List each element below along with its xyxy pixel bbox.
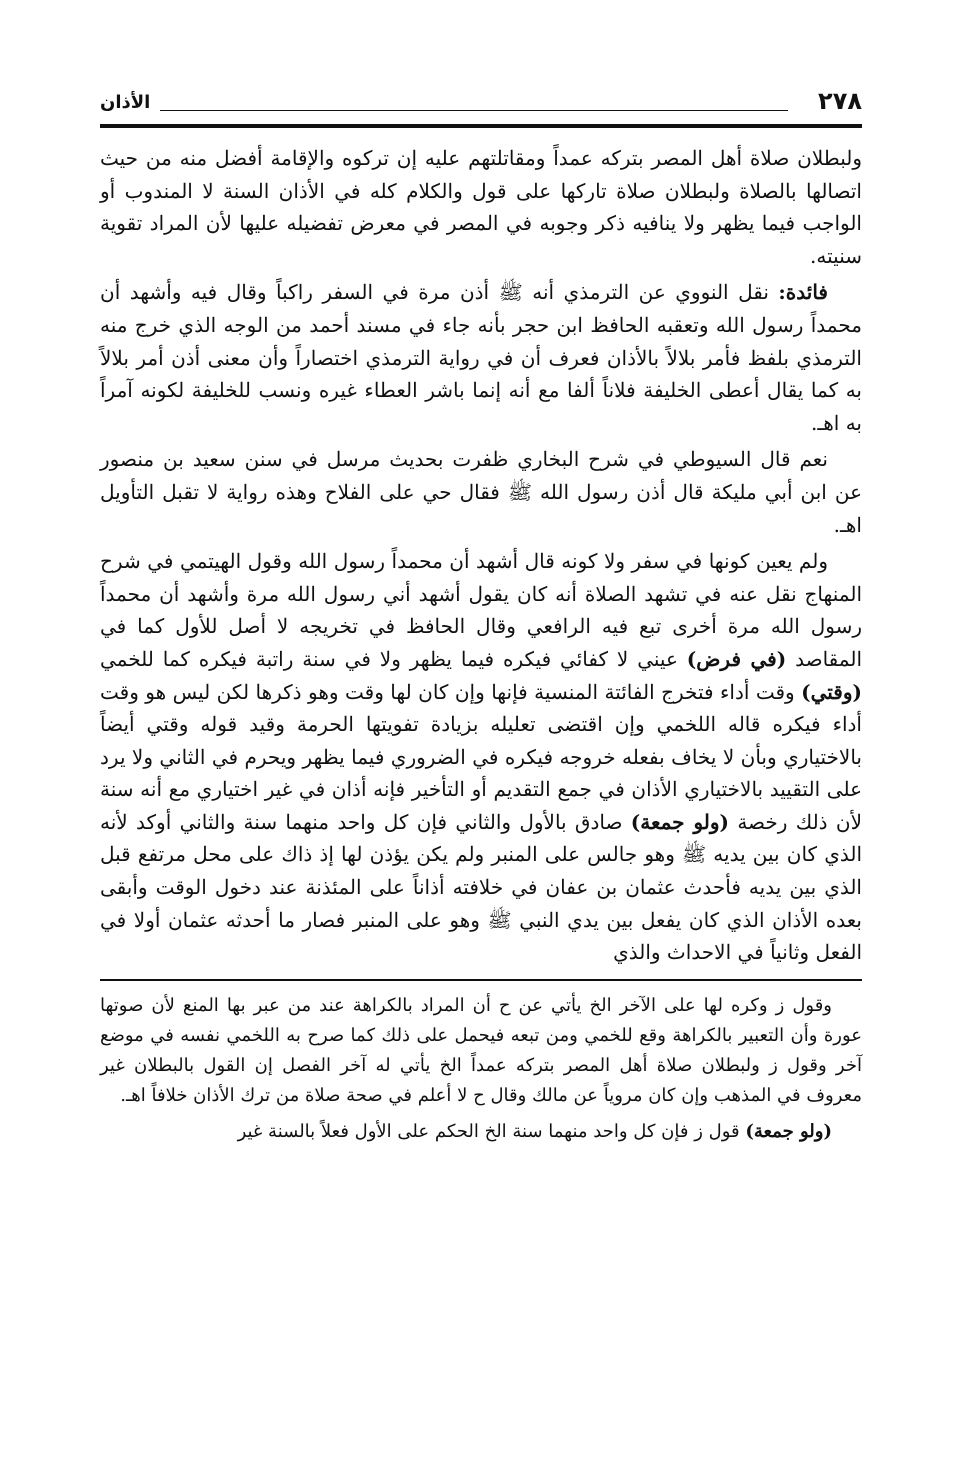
page-number: ٢٧٨ — [818, 87, 862, 115]
header-rule — [160, 110, 788, 111]
paragraph-4 — [100, 545, 862, 969]
paragraph-1: ولبطلان صلاة أهل المصر بتركه عمداً ومقاتلتهم عليه إن تركوه والإقامة أفضل منه من حيث اتصالها بالصلاة ولبطلان صلاة تاركها على قول والكلام كله في الأذان السنة لا المندوب أو الواجب فيما يظهر ولا ينافيه ذكر وجوبه في المصر في معرض تفضيله عليها لأن المراد تقوية سنيته. — [100, 146, 862, 268]
paragraph-4-part-e: صادق بالأول والثاني فإن كل واحد منهما سنة والثاني أوكد لأنه الذي كان بين يديه ﷺ وهو جالس على المنبر ولم يكن يؤذن لها إذ ذاك على محل مرتفع قبل الذي بين يديه فأحدث عثمان بن عفان في خلافته أذاناً على المئذنة عند دخول الوقت وأبقى بعده الأذان الذي كان يفعل بين يدي النبي ﷺ وهو على المنبر فصار ما أحدثه عثمان أولا في الفعل وثانياً في الاحداث والذي — [100, 809, 862, 965]
paragraph-2 — [100, 276, 862, 439]
term-waqti: (وقتي) — [801, 679, 862, 704]
footnote-2-text: قول ز فإن كل واحد منهما سنة الخ الحكم على الأول فعلاً بالسنة غير — [237, 1120, 746, 1142]
paragraph-4-part-a: ولم يعين كونها في سفر ولا كونه قال أشهد أن محمداً رسول الله وقول الهيتمي في شرح المنهاج نقل عنه في تشهد الصلاة أنه كان يقول أشهد أني رسول الله مرة وأشهد أن محمداً رسول الله مرة أخرى تبع فيه الرافعي وقال الحافظ في تخريجه لا أصل للأول كما في المقاصد — [100, 549, 862, 671]
main-text — [100, 142, 862, 969]
paragraph-4-part-d: وقت أداء فتخرج الفائتة المنسية فإنها وإن كان لها وقت وهو ذكرها لكن ليس هو وقت أداء فيكره قاله اللخمي وإن اقتضى تعليله بزيادة تفويتها الحرمة وقيد قوله وقتي أيضاً بالاختياري وبأن لا يخاف بفعله خروجه فيكره في الضروري فيما يظهر ويحرم في الثاني ولا يرد على التقييد بالاختياري الأذان في جمع التقديم أو التأخير فإنه أذان في غير اختياري مع أنه سنة لأن ذلك رخصة — [100, 679, 862, 834]
running-header — [100, 84, 862, 128]
footnote-1: وقول ز وكره لها على الآخر الخ يأتي عن ح أن المراد بالكراهة عند من عبر بها المنع لأن صوتها عورة وأن التعبير بالكراهة وقع للخمي ومن تبعه فيحمل على ذلك كما صرح به اللخمي نفسه في موضع آخر وقول ز ولبطلان صلاة أهل المصر بتركه عمداً الخ يأتي له آخر الفصل إن القول بالبطلان غير معروف في المذهب وإن كان مروياً عن مالك وقال ح لا أعلم في صحة صلاة من ترك الأذان خلافاً اهـ. — [100, 994, 862, 1106]
faida-label: فائدة: — [778, 280, 828, 305]
footnotes — [100, 991, 862, 1147]
footnote-2-term: (ولو جمعة) — [745, 1120, 832, 1142]
chapter-title: الأذان — [100, 92, 151, 113]
paragraph-4-part-c: عيني لا كفائي فيكره فيما يظهر ولا في سنة راتبة فيكره كما للخمي — [100, 646, 687, 671]
paragraph-3: نعم قال السيوطي في شرح البخاري ظفرت بحديث مرسل في سنن سعيد بن منصور عن ابن أبي مليكة قال أذن رسول الله ﷺ فقال حي على الفلاح وهذه رواية لا تقبل التأويل اهـ. — [100, 447, 862, 537]
paragraph-2-text: نقل النووي عن الترمذي أنه ﷺ أذن مرة في السفر راكباً وقال فيه وأشهد أن محمداً رسول الله وتعقبه الحافظ ابن حجر بأنه جاء في مسند أحمد من الوجه الذي خرج منه الترمذي بلفظ فأمر بلالاً بالأذان فعرف أن في رواية الترمذي اختصاراً وأن معنى أذن أمر بلالاً به كما يقال أعطى الخليفة فلاناً ألفا مع أنه إنما باشر العطاء غيره ونسب للخليفة لكونه آمراً به اهـ. — [100, 280, 862, 435]
footnote-divider — [100, 979, 862, 981]
footnote-2 — [100, 1117, 862, 1147]
term-walaw-jumua: (ولو جمعة) — [630, 809, 729, 834]
term-fi-fard: (في فرض) — [686, 646, 787, 671]
document-page — [100, 84, 862, 1384]
